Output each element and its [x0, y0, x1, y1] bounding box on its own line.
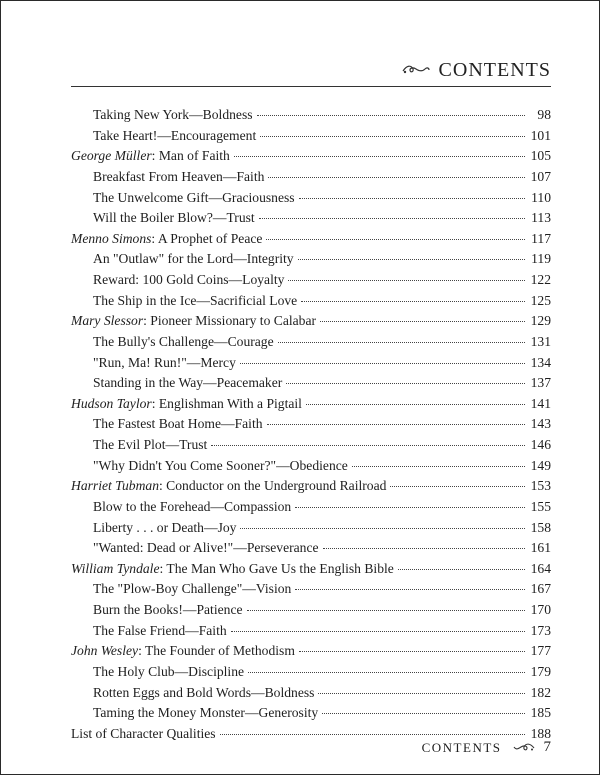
toc-page-number: 143	[530, 416, 551, 432]
flourish-ornament-icon	[401, 62, 431, 80]
footer-label: CONTENTS	[421, 739, 502, 755]
dot-leader	[268, 177, 525, 178]
toc-entry-title	[93, 414, 263, 435]
toc-entry-title	[93, 683, 314, 704]
dot-leader	[260, 136, 525, 137]
page-number: 7	[543, 739, 551, 755]
toc-entry-title	[93, 126, 256, 147]
toc-page-number: 155	[530, 498, 551, 514]
toc-page-number: 125	[530, 292, 551, 308]
toc-page-number: 167	[530, 581, 551, 597]
toc-page-number: 129	[530, 313, 551, 329]
toc-entry-person: George Müller	[71, 148, 152, 164]
toc-entry-title	[93, 662, 244, 683]
toc-entry-text: : Pioneer Missionary to Calabar	[143, 313, 317, 329]
toc-entry-text: : A Prophet of Peace	[151, 230, 263, 246]
toc-page-number: 122	[530, 272, 551, 287]
toc-page-number: 188	[530, 725, 551, 741]
dot-leader	[231, 631, 525, 632]
toc-entry-text: Standing in the Way—Peacemaker	[93, 375, 283, 391]
toc-entry-text: The False Friend—Faith	[93, 622, 227, 638]
toc-entry-text: : The Man Who Gave Us the English Bible	[159, 560, 394, 576]
toc-entry-text: Rotten Eggs and Bold Words—Boldness	[93, 684, 315, 700]
toc-entry-text: The Unwelcome Gift—Graciousness	[93, 189, 295, 205]
toc-page-number: 153	[530, 478, 551, 494]
dot-leader	[398, 569, 525, 570]
toc-entry-text: : The Founder of Methodism	[138, 643, 295, 659]
toc-entry-title	[93, 579, 291, 600]
toc-page-number: 119	[531, 251, 551, 267]
toc-entry-title	[71, 559, 394, 580]
toc-entry-chapter	[71, 414, 551, 435]
toc-entry-chapter	[71, 167, 551, 188]
dot-leader	[306, 404, 525, 405]
flourish-ornament-icon	[512, 740, 536, 756]
dot-leader	[259, 218, 525, 219]
dot-leader	[234, 156, 525, 157]
page-header	[401, 59, 551, 82]
dot-leader	[267, 424, 525, 425]
dot-leader	[220, 734, 525, 735]
toc-entry-chapter	[71, 353, 551, 374]
toc-page-number: 137	[530, 375, 551, 391]
toc-entry-chapter	[71, 456, 551, 477]
dot-leader	[299, 198, 525, 199]
toc-entry-text: Breakfast From Heaven—Faith	[93, 168, 265, 184]
toc-page-number: 110	[531, 189, 551, 205]
toc-entry-chapter	[71, 621, 551, 642]
toc-page-number: 164	[530, 560, 551, 576]
toc-entry-chapter	[71, 188, 551, 209]
toc-entry-chapter	[71, 291, 551, 312]
dot-leader	[320, 321, 525, 322]
toc-entry-text: The Ship in the Ice—Sacrificial Love	[93, 292, 298, 308]
toc-entry-section	[71, 146, 551, 167]
toc-entry-person: Hudson Taylor	[71, 395, 152, 411]
toc-entry-text: Reward: 100 Gold Coins—Loyalty	[93, 272, 285, 287]
toc-entry-section	[71, 229, 551, 250]
toc-entry-text: "Why Didn't You Come Sooner?"—Obedience	[93, 457, 348, 473]
dot-leader	[257, 115, 525, 116]
toc-entry-title	[93, 518, 236, 539]
toc-entry-chapter	[71, 662, 551, 683]
toc-page-number: 101	[530, 127, 551, 143]
toc-page-number: 105	[530, 148, 551, 164]
toc-page-number: 141	[530, 395, 551, 411]
toc-entry-person: John Wesley	[71, 643, 139, 659]
page-footer	[422, 739, 551, 756]
toc-entry-chapter	[71, 683, 551, 704]
toc-page-number: 131	[530, 333, 551, 349]
toc-entry-chapter	[71, 249, 551, 270]
toc-entry-person: William Tyndale	[71, 560, 160, 576]
dot-leader	[298, 259, 525, 260]
toc-entry-text: Will the Boiler Blow?—Trust	[93, 210, 255, 226]
toc-entry-title	[71, 311, 316, 332]
toc-entry-title	[93, 270, 284, 291]
dot-leader	[390, 486, 525, 487]
toc-entry-title	[93, 105, 253, 126]
toc-entry-text: "Wanted: Dead or Alive!"—Perseverance	[93, 540, 319, 556]
toc-entry-chapter	[71, 518, 551, 539]
toc-entry-text: Take Heart!—Encouragement	[93, 127, 257, 143]
toc-entry-title	[71, 724, 216, 745]
toc-entry-title	[93, 291, 297, 312]
toc-page-number: 170	[530, 602, 551, 617]
toc-entry-person: Menno Simons	[71, 230, 152, 246]
dot-leader	[278, 342, 525, 343]
toc-page-number: 173	[530, 622, 551, 638]
toc-entry-person: Harriet Tubman	[71, 478, 159, 494]
dot-leader	[240, 363, 525, 364]
toc-entry-chapter	[71, 208, 551, 229]
toc-page-number: 158	[530, 519, 551, 535]
toc-entry-text: List of Character Qualities	[71, 725, 216, 741]
toc-entry-text: The "Plow-Boy Challenge"—Vision	[93, 581, 292, 597]
toc-entry-title	[93, 621, 227, 642]
toc-page-number: 182	[530, 684, 551, 700]
toc-entry-title	[93, 167, 264, 188]
toc-entry-text: The Evil Plot—Trust	[93, 437, 208, 452]
toc-entry-title	[93, 456, 348, 477]
dot-leader	[322, 713, 525, 714]
toc-page-number: 177	[530, 643, 551, 659]
toc-page-number: 98	[537, 107, 551, 122]
toc-entry-section	[71, 559, 551, 580]
toc-page-number: 107	[530, 168, 551, 184]
toc-entry-title	[71, 476, 386, 497]
toc-entry-text: Burn the Books!—Patience	[93, 602, 243, 617]
toc-entry-text: : Conductor on the Underground Railroad	[159, 478, 387, 494]
toc-entry-title	[93, 353, 236, 374]
toc-entry-title	[71, 394, 302, 415]
toc-entry-title	[93, 332, 274, 353]
dot-leader	[288, 280, 525, 281]
toc-entry-text: Taming the Money Monster—Generosity	[93, 705, 319, 721]
toc-entry-text: Taking New York—Boldness	[93, 107, 253, 122]
toc-entry-title	[93, 538, 319, 559]
toc-page-number: 146	[530, 437, 551, 452]
dot-leader	[301, 301, 525, 302]
toc-entry-chapter	[71, 579, 551, 600]
toc-entry-title	[93, 600, 243, 621]
toc-page-number: 113	[531, 210, 551, 226]
toc-entry-title	[93, 497, 291, 518]
toc-entry-title	[93, 208, 255, 229]
header-rule	[71, 86, 551, 87]
dot-leader	[299, 651, 525, 652]
toc-entry-chapter	[71, 497, 551, 518]
dot-leader	[247, 610, 525, 611]
toc-entry-section	[71, 311, 551, 332]
toc-entry-title	[93, 435, 207, 456]
toc-entry-text: "Run, Ma! Run!"—Mercy	[93, 354, 236, 370]
toc-entry-title	[71, 641, 295, 662]
toc-entry-chapter	[71, 435, 551, 456]
toc-entry-chapter	[71, 105, 551, 126]
toc-entry-title	[71, 229, 262, 250]
toc-page-number: 134	[530, 354, 551, 370]
section-title: CONTENTS	[438, 59, 551, 81]
toc-entry-section	[71, 641, 551, 662]
toc-entry-title	[93, 373, 282, 394]
toc-entry-chapter	[71, 126, 551, 147]
dot-leader	[266, 239, 525, 240]
dot-leader	[318, 693, 525, 694]
dot-leader	[248, 672, 525, 673]
dot-leader	[323, 548, 525, 549]
toc-entry-text: An "Outlaw" for the Lord—Integrity	[93, 251, 294, 267]
toc-entry-chapter	[71, 373, 551, 394]
toc-entry-text: Liberty . . . or Death—Joy	[93, 519, 237, 535]
dot-leader	[352, 466, 525, 467]
toc-entry-chapter	[71, 538, 551, 559]
toc-entry-chapter	[71, 600, 551, 621]
dot-leader	[295, 589, 525, 590]
toc-entry-text: The Bully's Challenge—Courage	[93, 333, 274, 349]
toc-page-number: 179	[530, 663, 551, 679]
toc-entry-chapter	[71, 270, 551, 291]
toc-entry-text: The Holy Club—Discipline	[93, 663, 245, 679]
toc-page-number: 149	[530, 457, 551, 473]
toc-page-number: 161	[530, 540, 551, 556]
toc-entry-title	[93, 703, 318, 724]
dot-leader	[211, 445, 525, 446]
toc-entry-section	[71, 394, 551, 415]
toc-entry-chapter	[71, 332, 551, 353]
toc-page-number: 185	[530, 705, 551, 721]
toc-entry-title	[93, 249, 294, 270]
toc-entry-text: : Man of Faith	[151, 148, 230, 164]
dot-leader	[240, 528, 525, 529]
toc-entry-text: The Fastest Boat Home—Faith	[93, 416, 263, 432]
dot-leader	[286, 383, 525, 384]
toc-entry-text: : Englishman With a Pigtail	[151, 395, 302, 411]
toc-entry-text: Blow to the Forehead—Compassion	[93, 498, 292, 514]
toc-page-number: 117	[531, 230, 551, 246]
toc-entry-title	[93, 188, 295, 209]
toc-entry-chapter	[71, 703, 551, 724]
toc-entry-person: Mary Slessor	[71, 313, 144, 329]
dot-leader	[295, 507, 525, 508]
table-of-contents	[71, 105, 551, 744]
toc-entry-title	[71, 146, 230, 167]
toc-entry-section	[71, 476, 551, 497]
